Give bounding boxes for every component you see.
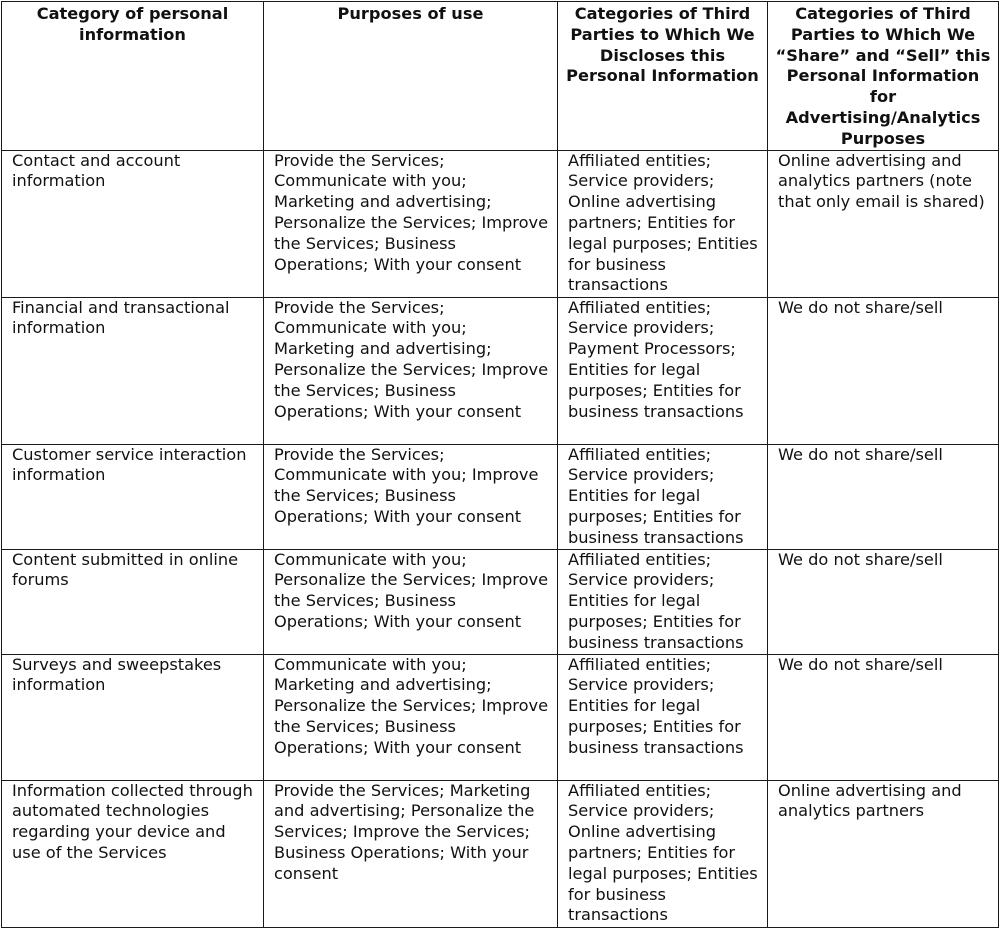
cell-disclose: Affiliated entities; Service providers; Entities for legal purposes; Entities for business transactions [558,444,768,549]
cell-share-sell: We do not share/sell [768,297,999,444]
cell-category: Contact and account information [2,150,264,297]
header-disclosure-parties: Categories of Third Parties to Which We Discloses this Personal Information [558,2,768,151]
cell-purposes: Provide the Services; Communicate with you; Improve the Services; Business Operations; With your consent [264,444,558,549]
cell-share-sell: We do not share/sell [768,444,999,549]
cell-category: Financial and transactional information [2,297,264,444]
table-header [2,2,999,151]
cell-purposes: Communicate with you; Personalize the Services; Improve the Services; Business Operations; With your consent [264,549,558,654]
table-row [2,150,999,297]
cell-purposes: Provide the Services; Communicate with you; Marketing and advertising; Personalize the Services; Improve the Services; Business Operations; With your consent [264,150,558,297]
table-row [2,549,999,654]
cell-share-sell: We do not share/sell [768,654,999,780]
cell-category: Content submitted in online forums [2,549,264,654]
table-body [2,150,999,927]
privacy-disclosure-table [1,1,999,928]
cell-disclose: Affiliated entities; Service providers; Payment Processors; Entities for legal purposes; Entities for business transactions [558,297,768,444]
header-purposes: Purposes of use [264,2,558,151]
table-row [2,444,999,549]
cell-purposes: Communicate with you; Marketing and advertising; Personalize the Services; Improve the Services; Business Operations; With your consent [264,654,558,780]
cell-disclose: Affiliated entities; Service providers; Entities for legal purposes; Entities for business transactions [558,549,768,654]
cell-share-sell: We do not share/sell [768,549,999,654]
cell-disclose: Affiliated entities; Service providers; Online advertising partners; Entities for legal purposes; Entities for business transactions [558,150,768,297]
header-category: Category of personal information [2,2,264,151]
cell-purposes: Provide the Services; Marketing and advertising; Personalize the Services; Improve the Services; Business Operations; With your consent [264,780,558,927]
table-row [2,780,999,927]
cell-category: Surveys and sweepstakes information [2,654,264,780]
cell-category: Information collected through automated technologies regarding your device and use of the Services [2,780,264,927]
cell-category: Customer service interaction information [2,444,264,549]
cell-purposes: Provide the Services; Communicate with you; Marketing and advertising; Personalize the Services; Improve the Services; Business Operations; With your consent [264,297,558,444]
table-row [2,654,999,780]
header-row [2,2,999,151]
header-share-sell-parties: Categories of Third Parties to Which We “Share” and “Sell” this Personal Information for Advertising/Analytics Purposes [768,2,999,151]
cell-share-sell: Online advertising and analytics partners [768,780,999,927]
cell-disclose: Affiliated entities; Service providers; Entities for legal purposes; Entities for business transactions [558,654,768,780]
table-row [2,297,999,444]
cell-disclose: Affiliated entities; Service providers; Online advertising partners; Entities for legal purposes; Entities for business transactions [558,780,768,927]
cell-share-sell: Online advertising and analytics partners (note that only email is shared) [768,150,999,297]
